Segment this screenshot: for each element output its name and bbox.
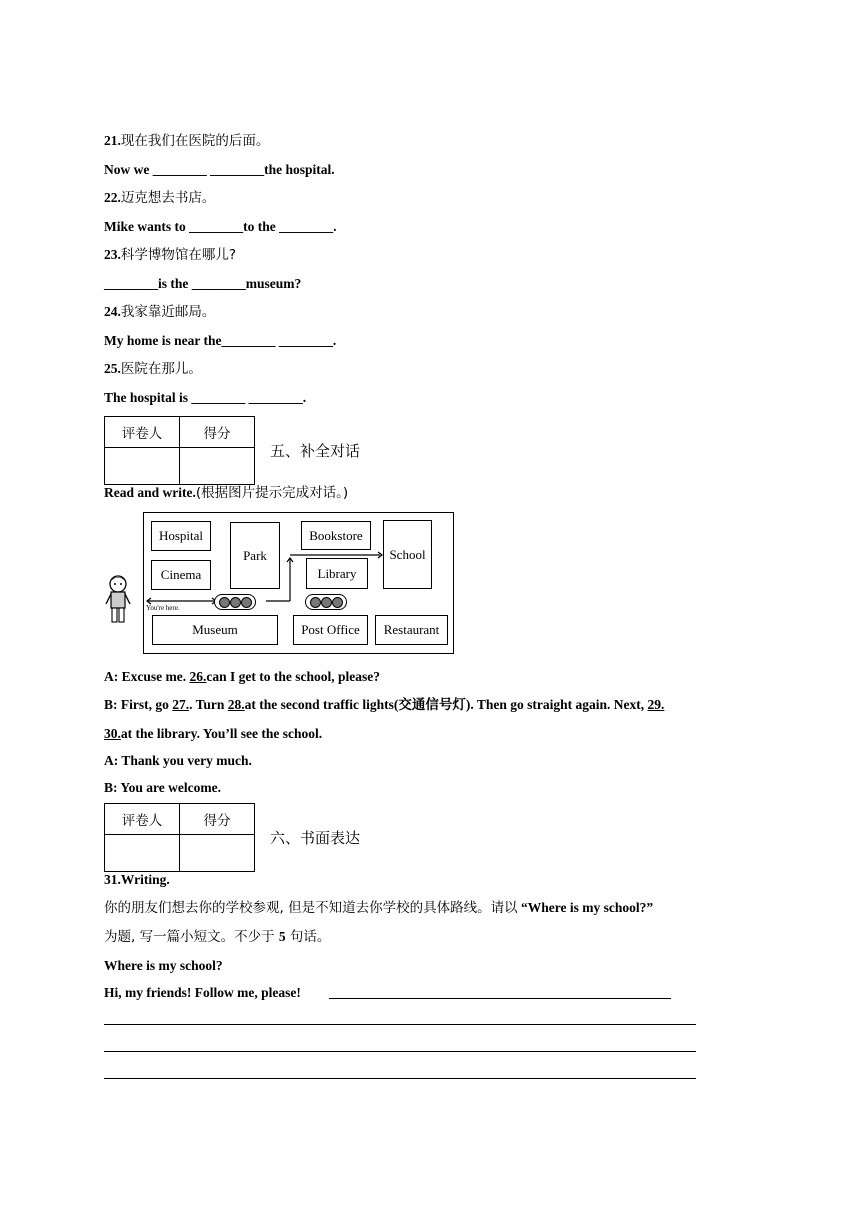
question-23-prompt: 23.科学博物馆在哪儿? [104,247,237,263]
grader-cell[interactable] [105,448,180,485]
boy-figure-icon [103,574,133,626]
essay-title: Where is my school? [104,958,223,973]
map-post-office: Post Office [293,615,368,645]
question-22-prompt: 22.迈克想去书店。 [104,190,216,206]
writing-line-3[interactable] [104,1078,696,1079]
question-31-title: 31.Writing. [104,872,170,887]
blank-27[interactable]: 27. [172,697,190,712]
blank-26[interactable]: 26. [189,669,207,684]
street-map [143,512,454,654]
blank-29[interactable]: 29. [647,697,665,712]
score-header: 得分 [180,417,255,448]
section5-title: 五、补全对话 [270,442,361,460]
grader-cell[interactable] [105,835,180,872]
score-table-section5 [104,416,255,485]
question-25-prompt: 25.医院在那儿。 [104,361,202,377]
writing-line-2[interactable] [104,1051,696,1052]
map-restaurant: Restaurant [375,615,448,645]
dialog-line-a2: A: Thank you very much. [104,753,252,768]
map-bookstore: Bookstore [301,521,371,550]
question-21-prompt: 21.现在我们在医院的后面。 [104,133,270,149]
question-21-sentence: Now we ________ ________the hospital. [104,162,335,177]
traffic-light-1 [214,594,256,610]
map-hospital: Hospital [151,521,211,551]
map-museum: Museum [152,615,278,645]
score-cell[interactable] [180,835,255,872]
question-22-sentence: Mike wants to ________to the ________. [104,219,337,234]
grader-header: 评卷人 [105,804,180,835]
essay-start: Hi, my friends! Follow me, please! [104,985,301,1000]
section6-title: 六、书面表达 [270,829,361,847]
score-table-section6 [104,803,255,872]
blank-30[interactable]: 30. [104,726,121,741]
blank-28[interactable]: 28. [227,697,245,712]
map-park: Park [230,522,280,589]
question-24-prompt: 24.我家靠近邮局。 [104,304,216,320]
writing-prompt-line2: 为题, 写一篇小短文。不少于 5 句话。 [104,929,331,945]
grader-header: 评卷人 [105,417,180,448]
writing-line-1[interactable] [104,1024,696,1025]
score-header: 得分 [180,804,255,835]
question-24-sentence: My home is near the________ ________. [104,333,337,348]
dialog-line-b1: B: First, go 27.. Turn 28.at the second traffic lights(交通信号灯). Then go straight again. Next, 29. [104,697,665,712]
dialog-line-b2: 30.at the library. You’ll see the school. [104,726,323,741]
question-25-sentence: The hospital is ________ ________. [104,390,307,405]
dialog-line-a1: A: Excuse me. 26.can I get to the school, please? [104,669,380,684]
dialog-line-b3: B: You are welcome. [104,780,221,795]
writing-prompt-line1: 你的朋友们想去你的学校参观, 但是不知道去你学校的具体路线。请以 “Where is my school?” [104,900,654,916]
map-school: School [383,520,432,589]
section5-instruction: Read and write.(根据图片提示完成对话。) [104,485,349,501]
map-cinema: Cinema [151,560,211,590]
map-library: Library [306,558,368,589]
score-cell[interactable] [180,448,255,485]
traffic-light-2 [305,594,347,610]
question-23-sentence: ________is the ________museum? [104,276,302,291]
map-you-are-here: You're here. [146,604,180,612]
writing-line-0[interactable] [329,998,671,999]
